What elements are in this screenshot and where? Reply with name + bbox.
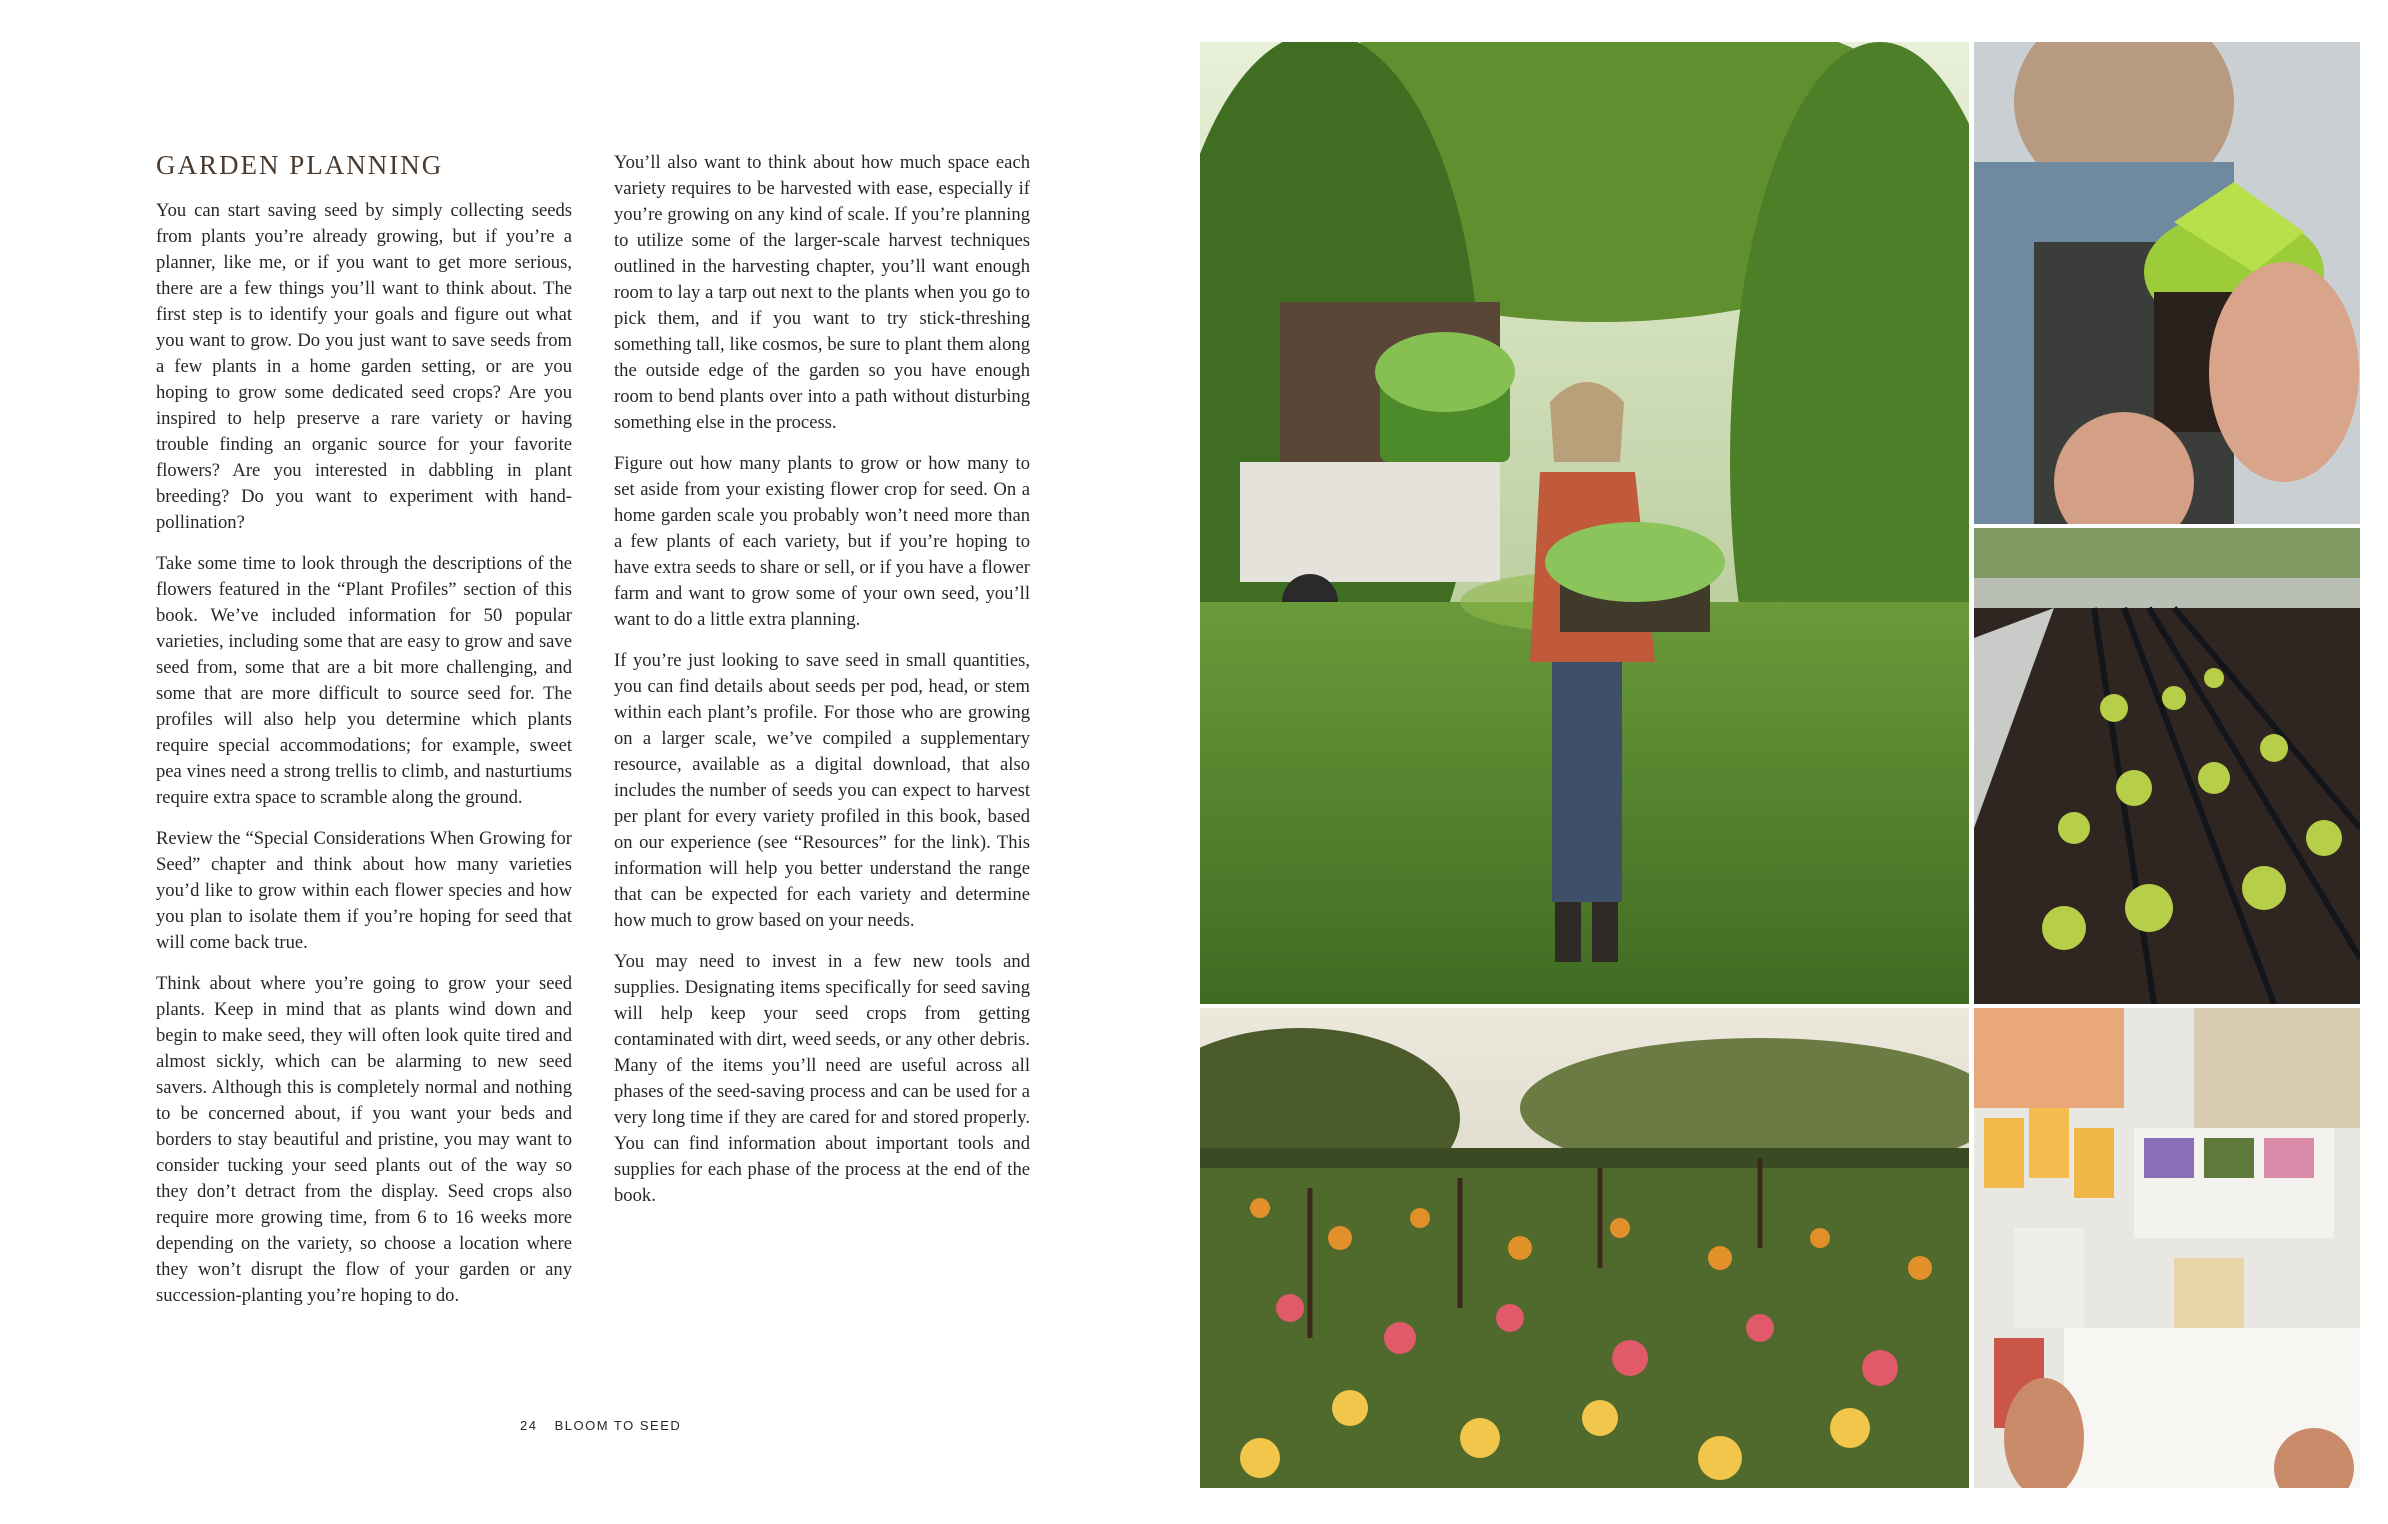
- page-number: 24: [520, 1418, 538, 1433]
- photo-seedling-rows: [1974, 528, 2360, 1004]
- page-footer: [520, 1418, 681, 1433]
- running-title: BLOOM TO SEED: [554, 1418, 682, 1433]
- paragraph: Review the “Special Considerations When Growing for Seed” chapter and think about how many varieties you’d like to grow within each flower species and how you plan to isolate them if you’re hoping for seed that will come back true.: [156, 828, 572, 953]
- paragraph: You may need to invest in a few new tools and supplies. Designating items specifically for seed saving will help keep your seed crops from getting contaminated with dirt, weed seeds, or any other debris. Many of the items you’ll need are useful across all phases of the seed-saving process and can be used for a very long time if they are cared for and stored properly. You can find information about important tools and supplies for each phase of the process at the end of the book.: [614, 951, 1030, 1206]
- photo-zinnia-field: [1200, 1008, 1969, 1488]
- paragraph: If you’re just looking to save seed in small quantities, you can find details about seeds per pod, head, or stem within each plant’s profile. For those who are growing on a larger scale, we’ve compiled a supplementary resource, available as a digital download, that also includes the number of seeds you can expect to harvest per plant for every variety profiled in this book, based on our experience (see “Resources” for the link). This information will help you better understand the range that can be expected for each variety and determine how much to grow based on your needs.: [614, 650, 1030, 931]
- paragraph: You can start saving seed by simply collecting seeds from plants you’re already growing, but if you’re a planner, like me, or if you want to get more serious, there are a few things you’ll want to think about. The first step is to identify your goals and figure out what you want to grow. Do you just want to save seeds from a few plants in a home garden setting, or are you hoping to grow some dedicated seed crops? Are you inspired to help preserve a rare variety or having trouble finding an organic source for your favorite flowers? Are you interested in dabbling in plant breeding? Do you want to experiment with hand-pollination?: [156, 200, 572, 533]
- photo-seed-catalog-planning: [1974, 1008, 2360, 1488]
- paragraph: Take some time to look through the descriptions of the flowers featured in the “Plant Profiles” section of this book. We’ve included information for 50 popular varieties, including some that are easy to grow and save seed from, some that are a bit more challenging, and some that are more difficult to source seed for. The profiles will also help you determine which plants require special accommodations; for example, sweet pea vines need a strong trellis to climb, and nasturtiums require extra space to scramble along the ground.: [156, 553, 572, 808]
- paragraph: Figure out how many plants to grow or how many to set aside from your existing flower crop for seed. On a home garden scale you probably won’t need more than a few plants of each variety, but if you’re hoping to have extra seeds to share or sell, or if you have a flower farm and want to grow some of your own seed, you’ll want to do a little extra planning.: [614, 453, 1030, 630]
- photo-gardener-with-seedling-trays: [1200, 42, 1969, 1004]
- section-heading: GARDEN PLANNING: [156, 150, 444, 180]
- paragraph: You’ll also want to think about how much space each variety requires to be harvested with ease, especially if you’re growing on any kind of scale. If you’re planning to utilize some of the larger-scale harvest techniques outlined in the harvesting chapter, you’ll want enough room to lay a tarp out next to the plants when you go to pick them, and if you want to try stick-threshing something tall, like cosmos, be sure to plant them along the outside edge of the garden so you have enough room to bend plants over into a path without disturbing something else in the process.: [614, 152, 1030, 433]
- photo-hand-holding-seedling: [1974, 42, 2360, 524]
- text-column-2: [614, 150, 1030, 1224]
- text-column-1: [156, 198, 572, 1324]
- paragraph: Think about where you’re going to grow your seed plants. Keep in mind that as plants wind down and begin to make seed, they will often look quite tired and almost sickly, which can be alarming to new seed savers. Although this is completely normal and nothing to be concerned about, if you want your beds and borders to stay beautiful and pristine, you may want to consider tucking your seed plants out of the way so they don’t detract from the display. Seed crops also require more growing time, from 6 to 16 weeks more depending on the variety, so choose a location where they won’t disrupt the flow of your garden or any succession-planting you’re hoping to do.: [156, 973, 572, 1306]
